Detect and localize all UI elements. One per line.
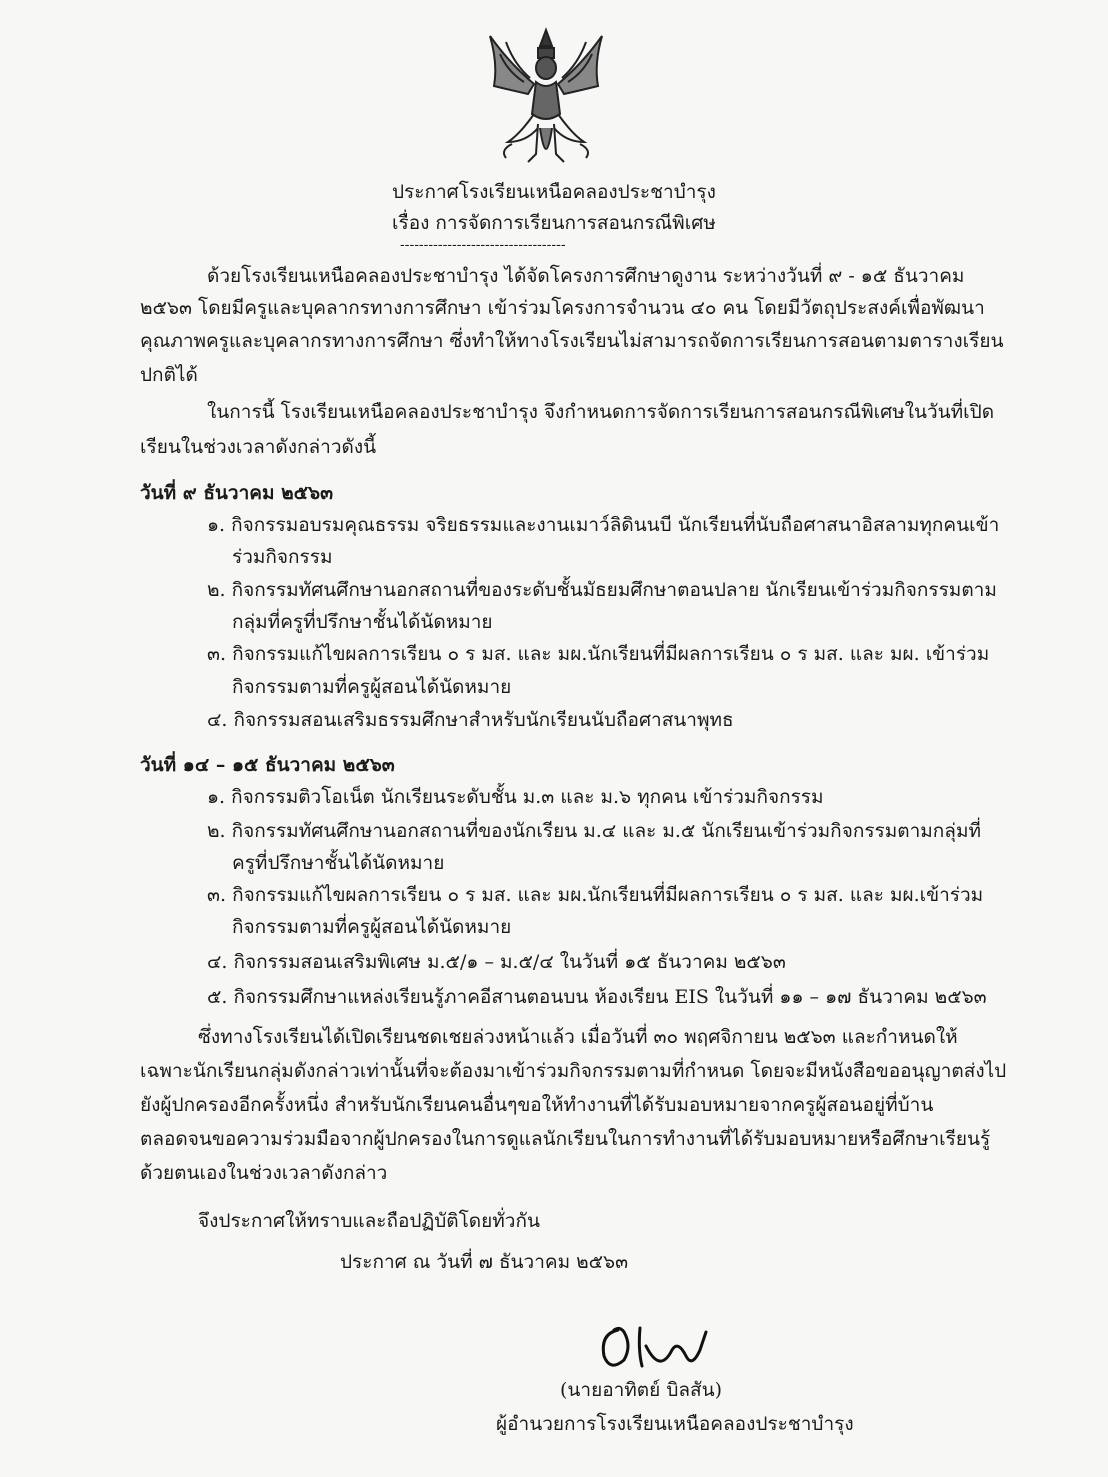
section-heading-day1: วันที่ ๙ ธันวาคม ๒๕๖๓ [140, 482, 334, 504]
garuda-emblem-icon [480, 24, 612, 174]
closing-line: เฉพาะนักเรียนกลุ่มดังกล่าวเท่านั้นที่จะต้องมาเข้าร่วมกิจกรรมตามที่กำหนด โดยจะมีหนังสือขออนุญาตส่งไป [140, 1060, 1007, 1082]
list-item: ๔. กิจกรรมสอนเสริมพิเศษ ม.๕/๑ – ม.๕/๔ ในวันที่ ๑๕ ธันวาคม ๒๕๖๓ [207, 951, 786, 973]
intro-line: เรียนในช่วงเวลาดังกล่าวดังนี้ [140, 436, 377, 458]
list-item: ๔. กิจกรรมสอนเสริมธรรมศึกษาสำหรับนักเรียนนับถือศาสนาพุทธ [207, 709, 734, 731]
list-item: ๑. กิจกรรมติวโอเน็ต นักเรียนระดับชั้น ม.๓ และ ม.๖ ทุกคน เข้าร่วมกิจกรรม [207, 786, 824, 808]
intro-line: ปกติได้ [140, 364, 198, 386]
list-item: ๒. กิจกรรมทัศนศึกษานอกสถานที่ของนักเรียน ม.๔ และ ม.๕ นักเรียนเข้าร่วมกิจกรรมตามกลุ่มที่ [207, 820, 981, 842]
intro-line: ๒๕๖๓ โดยมีครูและบุคลากรทางการศึกษา เข้าร่วมโครงการจำนวน ๔๐ คน โดยมีวัตถุประสงค์เพื่อพัฒนา [140, 297, 985, 319]
list-item: ๑. กิจกรรมอบรมคุณธรรม จริยธรรมและงานเมาว์ลิดินนบี นักเรียนที่นับถือศาสนาอิสลามทุกคนเข้า [207, 514, 1000, 536]
list-item-continuation: ครูที่ปรึกษาชั้นได้นัดหมาย [232, 852, 445, 874]
signatory-position: ผู้อำนวยการโรงเรียนเหนือคลองประชาบำรุง [496, 1413, 854, 1435]
closing-line: ซึ่งทางโรงเรียนได้เปิดเรียนชดเชยล่วงหน้าแล้ว เมื่อวันที่ ๓๐ พฤศจิกายน ๒๕๖๓ และกำหนดให้ [198, 1026, 958, 1048]
closing-line: ด้วยตนเองในช่วงเวลาดังกล่าว [140, 1162, 388, 1184]
intro-line: ในการนี้ โรงเรียนเหนือคลองประชาบำรุง จึงกำหนดการจัดการเรียนการสอนกรณีพิเศษในวันที่เปิด [207, 401, 995, 423]
handwritten-signature-icon [596, 1316, 726, 1374]
announcement-statement: จึงประกาศให้ทราบและถือปฏิบัติโดยทั่วกัน [198, 1210, 540, 1232]
intro-line: คุณภาพครูและบุคลากรทางการศึกษา ซึ่งทำให้ทางโรงเรียนไม่สามารถจัดการเรียนการสอนตามตารางเรียน [140, 330, 1004, 352]
closing-line: ยังผู้ปกครองอีกครั้งหนึ่ง สำหรับนักเรียนคนอื่นๆขอให้ทำงานที่ได้รับมอบหมายจากครูผู้สอนอยู่ที่บ้าน [140, 1094, 934, 1116]
list-item: ๕. กิจกรรมศึกษาแหล่งเรียนรู้ภาคอีสานตอนบน ห้องเรียน EIS ในวันที่ ๑๑ – ๑๗ ธันวาคม ๒๕๖๓ [207, 986, 987, 1008]
list-item: ๓. กิจกรรมแก้ไขผลการเรียน ๐ ร มส. และ มผ.นักเรียนที่มีผลการเรียน ๐ ร มส. และ มผ. เข้าร่วม [207, 643, 990, 665]
list-item-continuation: กลุ่มที่ครูที่ปรึกษาชั้นได้นัดหมาย [232, 611, 493, 633]
announcement-date: ประกาศ ณ วันที่ ๗ ธันวาคม ๒๕๖๓ [340, 1251, 629, 1273]
list-item-continuation: กิจกรรมตามที่ครูผู้สอนได้นัดหมาย [232, 916, 512, 938]
announcement-title: ประกาศโรงเรียนเหนือคลองประชาบำรุง [392, 181, 716, 203]
header-separator: ----------------------------------- [400, 237, 566, 253]
list-item: ๓. กิจกรรมแก้ไขผลการเรียน ๐ ร มส. และ มผ.นักเรียนที่มีผลการเรียน ๐ ร มส. และ มผ.เข้าร่วม [207, 884, 984, 906]
intro-line: ด้วยโรงเรียนเหนือคลองประชาบำรุง ได้จัดโครงการศึกษาดูงาน ระหว่างวันที่ ๙ - ๑๕ ธันวาคม [207, 265, 965, 287]
list-item-continuation: กิจกรรมตามที่ครูผู้สอนได้นัดหมาย [232, 676, 512, 698]
list-item-continuation: ร่วมกิจกรรม [232, 546, 333, 568]
signatory-name: (นายอาทิตย์ บิลสัน) [560, 1379, 723, 1401]
announcement-subject: เรื่อง การจัดการเรียนการสอนกรณีพิเศษ [392, 212, 716, 234]
section-heading-day2: วันที่ ๑๔ – ๑๕ ธันวาคม ๒๕๖๓ [140, 754, 395, 776]
closing-line: ตลอดจนขอความร่วมมือจากผู้ปกครองในการดูแลนักเรียนในการทำงานที่ได้รับมอบหมายหรือศึกษาเรียนรู้ [140, 1128, 991, 1150]
list-item: ๒. กิจกรรมทัศนศึกษานอกสถานที่ของระดับชั้นมัธยมศึกษาตอนปลาย นักเรียนเข้าร่วมกิจกรรมตาม [207, 579, 997, 601]
